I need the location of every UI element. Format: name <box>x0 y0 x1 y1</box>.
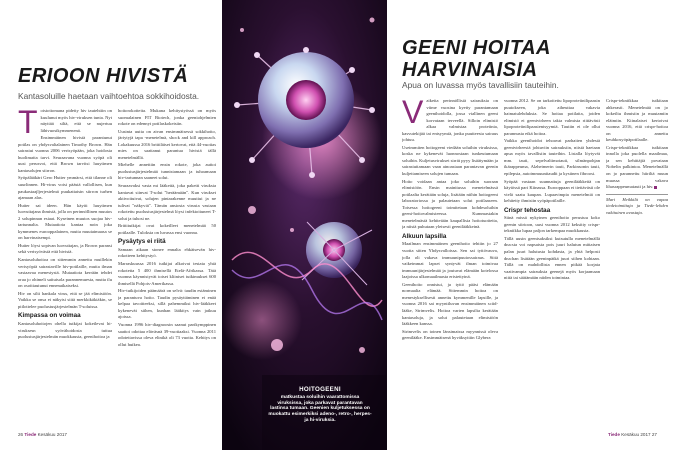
caption-title: HOITOGEENI <box>299 386 341 393</box>
paragraph: Kantasoluhoitoa on sittemmin annettu muillekin verisyöpiä sairastaville hiv-potilaille, mutta ilman vastaavaa menestystä. Mutaatiota kerrään tehdet oraa jo ohimeli saituisola parannemuesta, mutta ilu on osoittautunut ennenaikaiseksi. <box>18 257 112 289</box>
issue-date: Kesäkuu 2017 <box>37 432 67 437</box>
paragraph: oistottomana pidetty hiv tautehtiin on kuulunut myös hiv-viruksen tunta. Nyt näyttää siltä, että se nujertuu lähivuosikymmenenä. <box>40 108 112 133</box>
paragraph: Siinä missä nykyinen geenihoito perustuu koko geenin siirtoon, uusi vuonna 2012 keksitty crispr-tekniikka lupaa paljon tarkempaa muokkausta. <box>504 215 600 234</box>
paragraph: Samaan aikaan stonee ennalta ehkäisevän hiv-rokotteen kehitystyö. <box>118 246 216 259</box>
paragraph: Vuonna 1996 hiv-diagnoosin saanut parikymppinen saattoi odottaa eläväsnä 39-vuotiaaksi. Vuonna 2011 odotettavissa oleva elinikä oli 73 vuotta. Kehitys on ollut huikea. <box>118 321 216 347</box>
paragraph: Crispr-tekniikkaa tutkitaan ahkerasti. Menetelmää on jo kokeiltu ihmisiin ja muutamiin eläimiin. Kiinalaiset kertoivat vuonna 2016, että crispr-hoitoa on annettu keuhkosyöpäpotilaalle. <box>606 98 668 143</box>
paragraph: Syöpälääkäri Gero Hutter ymmärsi, että tilanne oli suurlinnen. Hi-virus voisi päästä vallollisen, kun paukastaajljerjestelmä puukattaisin siirron turhen ajamaan alas. <box>18 175 112 201</box>
paragraph: Hiv on silti hankala virus, että se jää elimistöön. Vaikka se onsa ei näkyisi siitä merkkikäkiäkin, se piilottelee puolustusjärjestelmän T-soluissa. <box>18 290 112 309</box>
section-heading: Crispr tehostaa <box>504 206 551 214</box>
virus-illustration-graphic <box>222 0 387 450</box>
page-number: 26 <box>18 432 24 437</box>
left-footer <box>18 432 67 437</box>
author-credit: Mari Heikkilä on vapaa tiedetoimittaja ja Tiede-lehden vakituinen avustaja. <box>606 194 668 217</box>
paragraph: Vaikka geenihoidot tehoavat parhaiten yhdestä geenivirheestä johtuviin sairauksiin, niistä haetaan apua myös tavallisiin tauteihin. Listalla löytyvät mm. tauti, sepelvaltimotauti, silmänpohjan ikärappeuma, Alzheimerin tauti, Parkinsonin tauti, epilepsia, autoimmuunitaudit ja kystinen fibroosi. <box>504 138 600 177</box>
left-article-title: ERIOON HIVISTÄ <box>18 65 189 87</box>
paragraph: hoitorokotteita. Mukana kehitystyössä on myös suomalainen FIT Biotech, jonka geeniohjelmien rokote on edennyt potilaskokeisiin. <box>118 108 216 127</box>
paragraph: Hoito voidaan antaa joko soluihin suoraan elimistöön. Ensin mainitussa menetelmässä potilaalta kerätään soluja, lisätään niihin hoitogeeni laboratoriossa ja palautetaan solut potilaaseen. Toisessa hoitogeeni toimitetaan kohdesoluihin geeni-hoitovalmisteessa. Kummastakin menetelmästä kehitetään kaupallisia hoitotuotteita, ja niistä puhutaan yleisesti geenilääkkeinä. <box>402 178 498 230</box>
paragraph: Geenihoito onnistui, ja tyttö pääsi elämään normaalia elämää. Sittemmin hoitoa on menestyksellisesti annettu kymmenille lapsille, ja vuonna 2016 sai myyntiluvan ensimmäinen sciid-lääke, Strimvelis. Hoitoa varten lapsilta kerätään kantasoluja, ja solut palautetaan elimistöön lääkkeen kanssa. <box>402 281 498 327</box>
paragraph: Brittitutkijat ovat kokeilleet menetelmää 50 potilaalle. Tuloksia on luvassa ensi vuonna. <box>118 223 216 235</box>
right-article-title <box>402 37 551 81</box>
paragraph: Useimmiten hoitogeeni viedään soluihin viruksissa, koska ne kykenevät luonnostaan tunkeutumaan soluihin. Kuljetusvirukset sirrät pyyy lisäätymään ja sairastuttamaan vaan ainoastaan parantavan geenin kuljettamiseen solujen tumaan. <box>402 144 498 177</box>
page-number: 27 <box>651 432 657 437</box>
paragraph-text: Crispr-tekniikkaa tutkitaan innolla joka puolella maailmaa, ja sen kehittäjiä povataan Nobelin palkintoa. Menetelmällä on jo parannettu hiiriltä muun muassa vakava lihasrappeumatauti ja hiv. <box>606 144 668 190</box>
left-column-1 <box>18 108 112 426</box>
paragraph: Kantasoluhoitojen ohella tutkijat kokeilevat hi-viruksesn syövähoidosta tuttua puolustusjärjestelmän muokkausta, geenihoitoa ja <box>18 320 112 340</box>
right-column-3 <box>606 98 668 426</box>
section-heading: Kimpassa on voimaa <box>18 312 81 320</box>
left-column-2 <box>118 108 216 426</box>
left-article-subtitle: Kantasoluille haetaan vaihtoehtoa sokkihoidosta. <box>18 91 200 101</box>
paragraph: Seuraavaksi vasta mi lääkettä, joka paketti viruksta kantavat siinvat T-solut "heräämään". Kun virukset aktivoituivat, solujen pintarakenne muuttui ja ne tulivat "näkyviä". Tämän ansiosta virusta vastaan rokotettu puolustusjärjestelmä löysi infektoituneet T-solut ja tuhosi ne. <box>118 183 216 221</box>
right-column-2 <box>504 98 600 426</box>
drop-cap: T <box>18 108 38 140</box>
magazine-brand: Tiede <box>608 432 620 437</box>
paragraph: Uusinta uutta on aivan ensimmäisessä sokkihoito, järiytyjä tapa -menetelmä, shock and kill approach. Lokakuussa 2016 brittiläiset kertovat, että 44-vuotias mies on saattanut parantua hivistä tällä menetelmällä. <box>118 128 216 160</box>
paragraph: aikeita perinnöllisiä sairauksia on viime vuosina kyetty parantamaan geenihoidolla, jossa viallinen geeni korvataan terveellä. Silloin elimistö alkaa valmistaa proteiinia, kasvutekijää tai entsyymiä, jonka puutteesta sairaus johtuu. <box>402 98 498 143</box>
right-footer <box>608 432 657 437</box>
title-line: GEENI HOITAA <box>402 37 551 59</box>
paragraph: Syöpää vastaan suunnattuja geenilääkkeitä on käytössä pari Kiinassa. Eurooppaan ei tiettävästi ole vielä saatu kaupan. Lupaavimpia menetelmiä on kehitetty ihmisiin syöpäpotilaille. <box>504 178 600 204</box>
caption-text: matkustaa soluihin vaarattomissa viruksissa, joka parkavat parantavan lastinsa tumaan. Geenien kuljetuksessa on muokattu esimerkiksi adeno-, retro-, herpes- ja hi-viruksia. <box>268 395 372 423</box>
paragraph <box>606 145 668 191</box>
paragraph: Hutter sai ideen. Hän käytti luuytimen luovuttajana ihmistä, jolla on perinnöllinen muutos 2 solupinnan esiaat. Kyseinen muutos suojaa hiv-tartunnalta. Mutaatiota kantaa noin joka kymmenes eurooppalainen, mutta muutaimaasa se on harvinaisempi. <box>18 202 112 241</box>
issue-date: Kesäkuu 2017 <box>621 432 651 437</box>
end-mark-icon <box>654 186 657 189</box>
virus-illustration <box>222 0 387 450</box>
paragraph: vuonna 2012. Se on tarkoitettu lipoproteiinilipaasin puutokseen, joka aiheuttaa vakavia haimatulehduksia. Se hoitaa potilaita, joiden elimistö ei geenivirheen takia valmista riittävästi lipoproteiinilipaasientsyymiä. Tautiin ei ole ollut parannusta eikä hoitoa. <box>504 98 600 136</box>
paragraph: Ensimmäinen hivistä parantunut potilas on yhdysvaltalainen Timothy Brown. Hän sairastui vuonna 2006 verisyöpään, joka hoidosta huolimatta tarvi. Seuraavana vuonna syöpä oli uusi perusvoi, että Brown tarvitsi luuytimen kantasolujen siirron. <box>18 135 112 173</box>
right-column-1 <box>402 98 498 426</box>
drop-cap: V <box>402 98 424 130</box>
image-caption <box>268 386 372 424</box>
paragraph: Maailman ensimmäinen geenihoito tehtiin jo 27 vuotta sitten Yhdysvalloissa. Sen sai tyttövauva, jolla oli vakava immuunipuutossairaus. Siitä vaikeimmat lapset syntyvät ilman toimivaa immuunijärjestelmää ja joutuvat elämään kotelossa laajoissa ulkomaailmasta eristettyinä. <box>402 241 498 280</box>
right-article-subtitle: Apua on luvassa myös tavallisiin tauteihin. <box>402 80 559 90</box>
paragraph: Strimvelis on toinen länsimaissa myynnissä oleva geenilääke. Ensimmäisenä hyväksyttiin Glybera <box>402 328 498 341</box>
paragraph: Tällä uusin geenisaksiksi kutsutulla menetelmällä dna:sta voi napsaista pois juuri halutun mittaisen palan juuri halutusta kohdasta, ja yhtä helposti dna:han lisätään geeninpätkä juuri siihen kohtaan. Tällä on mahdollista ennen pitkää korjata vaativampia sairauksia geenejä myös korjaamaan niitä tai säätämään niiden toimintaa. <box>504 235 600 281</box>
paragraph: Marraskuussa 2016 tutkijat alkoivat testata yhtä rokotetta 5 400 ihmisellä Etelä-Afrikassa. Tätä vuonna käynnistyvät toiset kliiniset tutkimukset 600 ihmisellä Pohjois-Amerikassa. <box>118 261 216 286</box>
magazine-brand: Tiede <box>24 432 37 437</box>
section-heading: Alkuun lapsilla <box>402 232 447 240</box>
title-line: HARVINAISIA <box>402 59 538 81</box>
paragraph: Hutter löysi sopivan luovuttajan, ja Brown paransi sekä verisyövästä että hivistä. <box>18 242 112 255</box>
paragraph: Miehelle annettiin ensin rokote, joka auttoi puolustusjärjestelmää tunnistamaan ja tuhoamaan hiv-tartunnan saaneet solut. <box>118 162 216 181</box>
paragraph: Hiv-tutkijoiden päämäärä on selvä: taudin estäminen ja parantuva hoito. Taudin pysäyttäminen ei enää kelpaa tavoitteeksi, sillä pahemmiksi hiv-lääkkeet kykenevät siihen, kunhan lääkitys vain jatkuu ajoissa. <box>118 288 216 320</box>
section-heading: Pysäytys ei riitä <box>118 238 166 246</box>
